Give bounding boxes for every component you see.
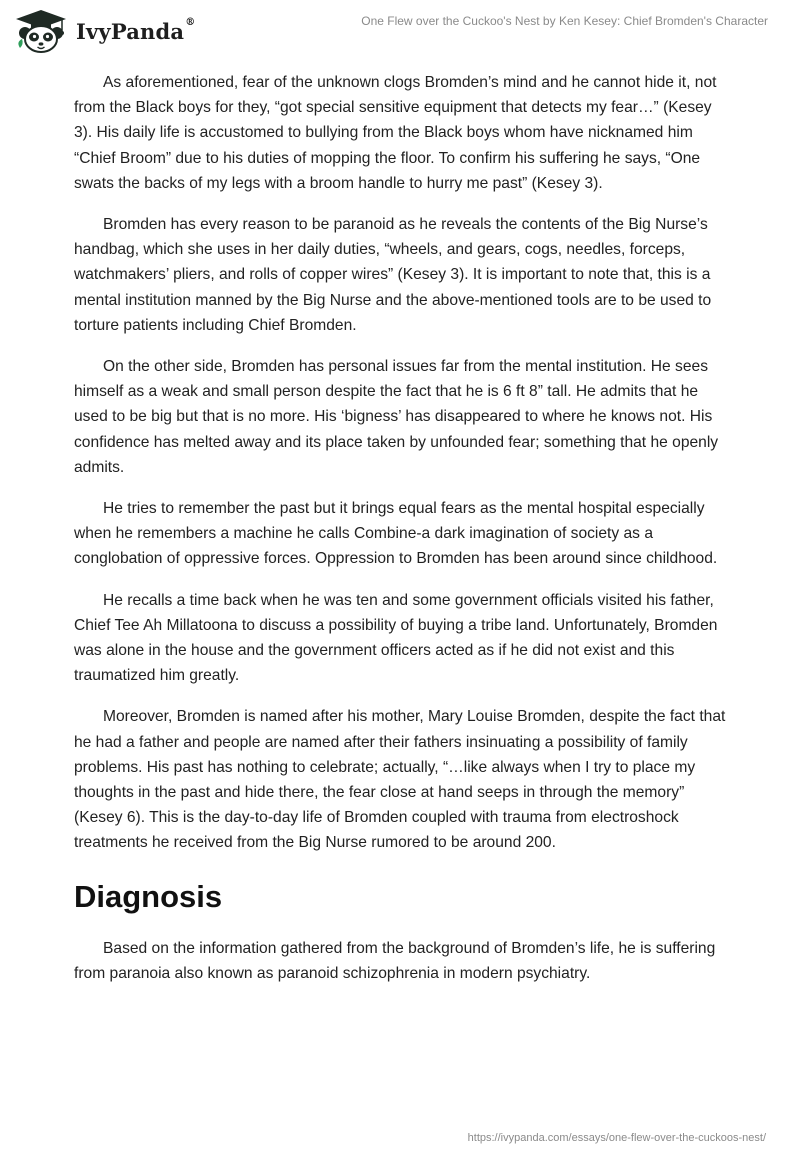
- paragraph: Moreover, Bromden is named after his mother, Mary Louise Bromden, despite the fact that he had a father and people are named after their fathers insinuating a possibility of family problems. His past has nothing to celebrate; actually, “…like always when I try to place my thoughts in the past and hide there, the fear close at hand seeps in through the memory” (Kesey 6). This is the day-to-day life of Bromden coupled with trauma from electroshock treatments he received from the Big Nurse rumored to be around 200.: [74, 708, 726, 852]
- source-url[interactable]: https://ivypanda.com/essays/one-flew-over-the-cuckoos-nest/: [467, 1132, 766, 1144]
- paragraph: Bromden has every reason to be paranoid as he reveals the contents of the Big Nurse’s handbag, which she uses in her daily duties, “wheels, and gears, cogs, needles, forceps, watchmakers’ pliers, and rolls of copper wires” (Kesey 3). It is important to note that, this is a mental institution manned by the Big Nurse and the above-mentioned tools are to be used to torture patients including Chief Bromden.: [74, 216, 712, 334]
- paragraph: He recalls a time back when he was ten and some government officials visited his father, Chief Tee Ah Millatoona to discuss a possibility of buying a tribe land. Unfortunately, Bromden was alone in the house and the government officers acted as if he did not exist and this traumatized him greatly.: [74, 591, 718, 685]
- essay-body: [74, 70, 734, 1002]
- document-title: One Flew over the Cuckoo's Nest by Ken Kesey: Chief Bromden's Character: [361, 14, 768, 28]
- registered-mark: ®: [185, 16, 196, 28]
- section-heading: Diagnosis: [74, 878, 223, 914]
- paragraph: Based on the information gathered from the background of Bromden’s life, he is suffering from paranoia also known as paranoid schizophrenia in modern psychiatry.: [74, 939, 716, 982]
- ivypanda-logo[interactable]: [14, 8, 195, 54]
- paragraph: He tries to remember the past but it brings equal fears as the mental hospital especially when he remembers a machine he calls Combine-a dark imagination of society as a conglobation of oppressive forces. Oppression to Bromden has been around since childhood.: [74, 500, 718, 568]
- paragraph: On the other side, Bromden has personal issues far from the mental institution. He sees himself as a weak and small person despite the fact that he is 6 ft 8” tall. He admits that he used to be big but that is no more. His ‘bigness’ has disappeared to where he knows not. His confidence has melted away and its place taken by unfounded fear; something that he openly admits.: [74, 358, 719, 476]
- paragraph: As aforementioned, fear of the unknown clogs Bromden’s mind and he cannot hide it, not from the Black boys for they, “got special sensitive equipment that detects my fear…” (Kesey 3). His daily life is accustomed to bullying from the Black boys whom have nicknamed him “Chief Broom” due to his duties of mopping the floor. To confirm his suffering he says, “One swats the backs of my legs with a broom handle to hurry me past” (Kesey 3).: [74, 74, 717, 192]
- logo-text: IvyPanda®: [76, 16, 196, 44]
- panda-graduate-icon: [14, 8, 68, 54]
- page-header: [0, 0, 800, 60]
